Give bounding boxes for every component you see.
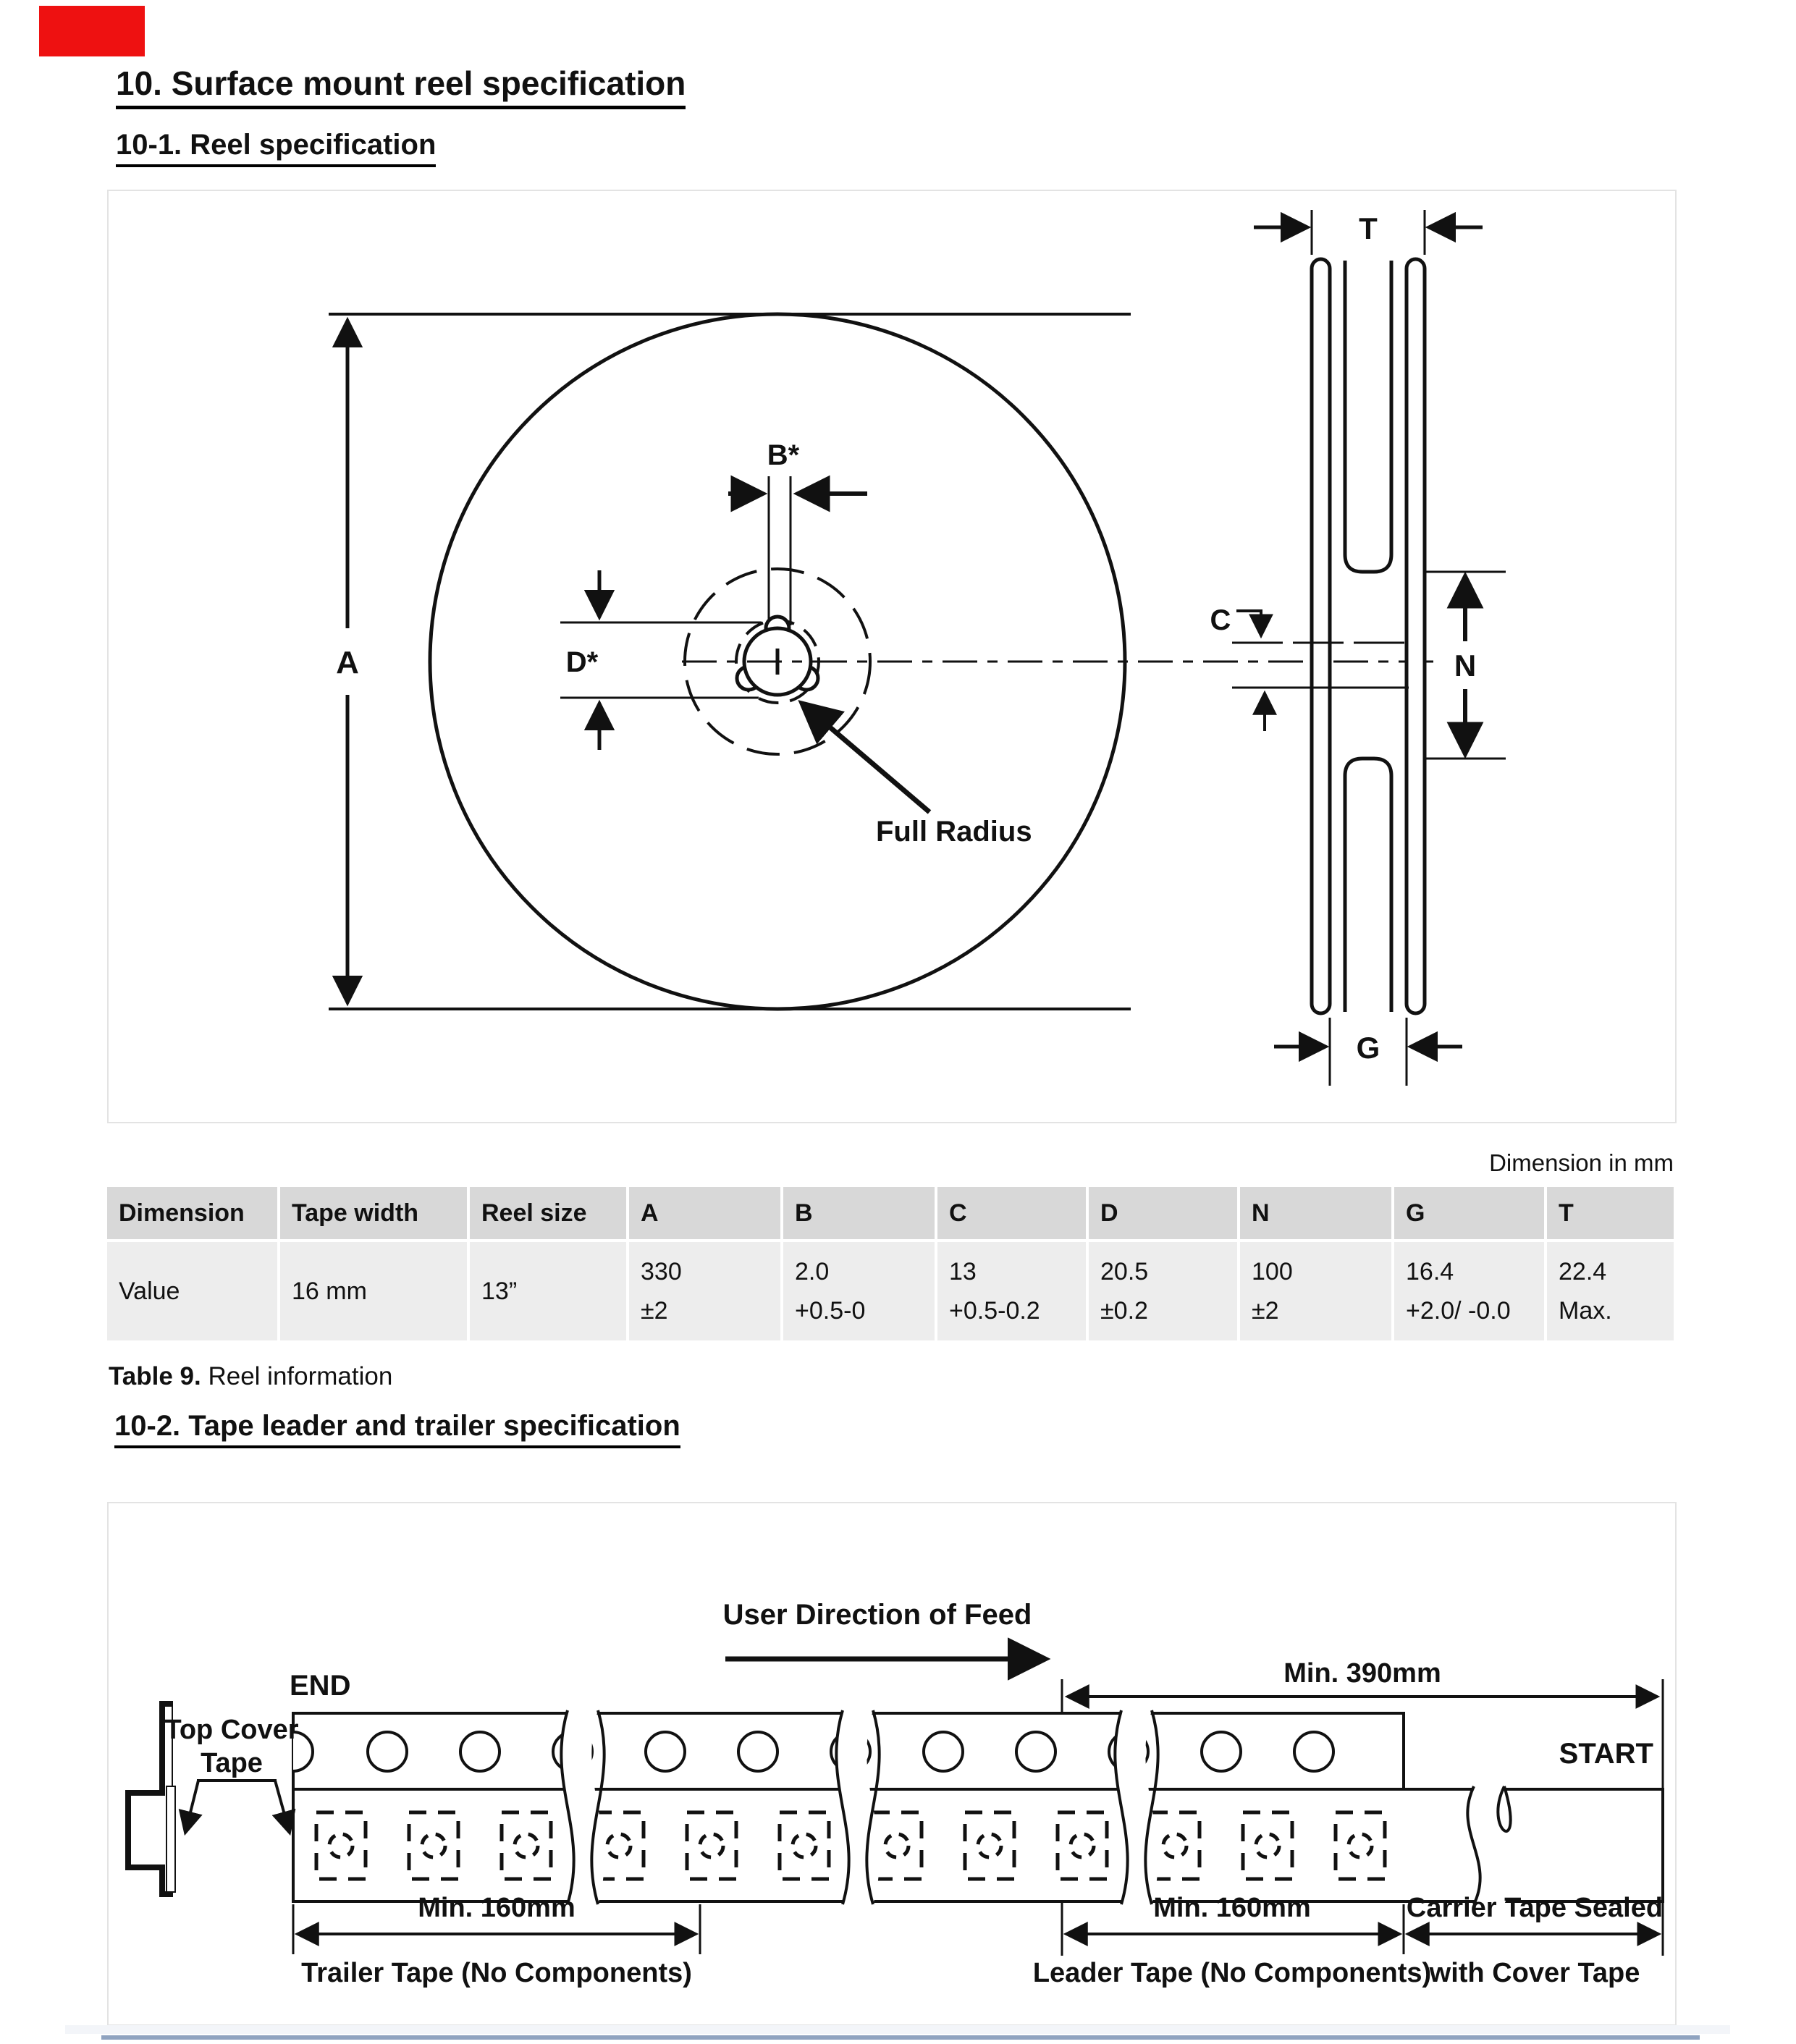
col-header: B	[783, 1187, 935, 1239]
table-cell-b: 2.0 +0.5-0	[783, 1242, 935, 1340]
subsection-heading-1	[116, 129, 436, 167]
col-header: Reel size	[470, 1187, 626, 1239]
label-trailer: Trailer Tape (No Components)	[301, 1958, 692, 1988]
table-cell-reel-size: 13”	[470, 1242, 626, 1340]
label-leader: Leader Tape (No Components)	[1032, 1958, 1432, 1988]
section-heading	[116, 64, 686, 109]
table-cell-t: 22.4 Max.	[1547, 1242, 1674, 1340]
reel-table	[107, 1187, 1674, 1340]
label-d: D*	[565, 646, 599, 678]
flange-left	[1312, 259, 1330, 1013]
cover-tape-arrow-right	[275, 1781, 290, 1833]
red-marker	[39, 6, 145, 56]
table-cell-g: 16.4 +2.0/ -0.0	[1394, 1242, 1544, 1340]
subsection-title-tape: 10-2. Tape leader and trailer specification	[114, 1410, 680, 1448]
label-end: END	[290, 1670, 351, 1702]
col-header: A	[629, 1187, 780, 1239]
table-cell-c: 13 +0.5-0.2	[937, 1242, 1086, 1340]
flange-right	[1407, 259, 1425, 1013]
col-header: Tape width	[280, 1187, 467, 1239]
footer-line	[101, 2035, 1700, 2040]
label-feed-direction: User Direction of Feed	[722, 1599, 1032, 1631]
col-header: G	[1394, 1187, 1544, 1239]
label-sealed-1: Carrier Tape Sealed	[1406, 1893, 1664, 1923]
label-g: G	[1356, 1031, 1380, 1065]
subsection-title-reel: 10-1. Reel specification	[116, 129, 436, 167]
table-cell-a: 330 ±2	[629, 1242, 780, 1340]
page-title: 10. Surface mount reel specification	[116, 64, 686, 109]
label-a: A	[336, 645, 359, 680]
col-header: Dimension	[107, 1187, 277, 1239]
tape-leader-figure	[107, 1502, 1677, 2026]
col-header: N	[1240, 1187, 1391, 1239]
table-caption: Table 9. Reel information	[109, 1362, 393, 1390]
col-header: D	[1089, 1187, 1237, 1239]
label-t: T	[1359, 211, 1378, 245]
label-top-cover-1: Top Cover	[164, 1715, 299, 1745]
col-header: C	[937, 1187, 1086, 1239]
cover-tape-sliver	[166, 1786, 175, 1892]
reel-spec-figure	[107, 190, 1677, 1123]
label-c: C	[1210, 604, 1231, 636]
label-b: B*	[767, 439, 800, 471]
reel-side-view	[1210, 210, 1506, 1086]
label-min160-left: Min. 160mm	[418, 1893, 576, 1923]
hub-upper	[1345, 261, 1391, 572]
dimension-note: Dimension in mm	[1489, 1149, 1674, 1176]
table-cell-tape-width: 16 mm	[280, 1242, 467, 1340]
col-header: T	[1547, 1187, 1674, 1239]
label-min390: Min. 390mm	[1283, 1658, 1441, 1689]
label-sealed-2: with Cover Tape	[1429, 1958, 1640, 1988]
subsection-heading-2	[114, 1410, 680, 1448]
cover-tape-arrow-left	[185, 1781, 198, 1833]
label-n: N	[1454, 649, 1477, 683]
footer-band	[65, 2025, 1730, 2034]
label-full-radius: Full Radius	[876, 816, 1032, 848]
table-cell-n: 100 ±2	[1240, 1242, 1391, 1340]
label-min160-right: Min. 160mm	[1153, 1893, 1311, 1923]
table-cell-d: 20.5 ±0.2	[1089, 1242, 1237, 1340]
table-cell-row-label: Value	[107, 1242, 277, 1340]
label-top-cover-2: Tape	[201, 1748, 263, 1778]
dim-c-leader	[1236, 611, 1261, 635]
carrier-strip	[293, 1789, 1663, 1901]
hub-lower	[1345, 759, 1391, 1012]
label-start: START	[1559, 1738, 1653, 1770]
